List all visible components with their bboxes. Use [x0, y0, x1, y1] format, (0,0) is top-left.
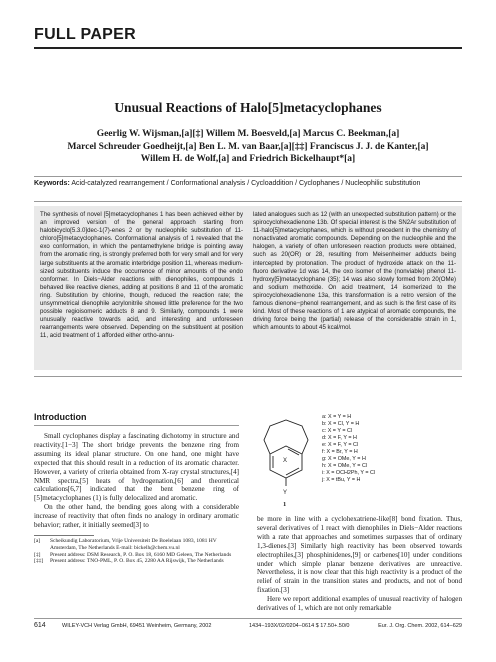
legend-item: a: X = Y = H: [322, 414, 352, 420]
paragraph: Here we report additional examples of unusual reactivity of halogen derivatives of 1, which are not only remarkable: [257, 595, 462, 613]
footnote: [34, 558, 239, 565]
footnote: [34, 538, 239, 552]
footnote-text: Present address: DSM Research, P. O. Box 18, 6160 MD Geleen, The Netherlands: [50, 551, 232, 558]
legend-item: g: X = OMe, Y = H: [322, 455, 366, 462]
journal-citation: Eur. J. Org. Chem. 2002, 614−629: [378, 623, 462, 629]
author-line: Marcel Schreuder Goedheijt,[a] Ben L. M. van Baar,[a][‡‡] Franciscus J. J. de Kanter,[a]: [67, 141, 429, 152]
keywords-box: [34, 176, 462, 202]
substituent-legend: [322, 414, 375, 484]
author-list: [60, 128, 436, 166]
legend-item: f: X = Br, Y = H: [322, 448, 358, 455]
double-bond: [286, 468, 299, 475]
article-title: Unusual Reactions of Halo[5]metacyclophanes: [114, 100, 382, 115]
issn-line: 1434−193X/02/0204−0614 $ 17.50+.50/0: [249, 623, 350, 629]
legend-item: c: X = Y = Cl: [322, 427, 353, 434]
legend-item: h: X = OMe, Y = Cl: [322, 462, 368, 469]
legend-item: e: X = F, Y = Cl: [322, 441, 359, 448]
keywords-label: Keywords:: [34, 180, 70, 187]
pentamethylene-bridge: [264, 420, 308, 454]
footnotes: [34, 538, 239, 565]
page-number: 614: [34, 622, 46, 629]
footnote: [34, 552, 239, 559]
author-line: Willem H. de Wolf,[a] and Friedrich Bickelhaupt*[a]: [140, 154, 356, 164]
footnote-key: [a]: [34, 538, 41, 544]
paragraph: On the other hand, the bending goes along with a considerable increase of reactivity that often finds no analogy in ordinary aromatic behavior; rather, it initially seemed[3] to: [34, 503, 239, 530]
footnote-rule: [34, 535, 94, 536]
keywords-text: Acid-catalyzed rearrangement / Conformational analysis / Cycloaddition / Cyclophanes / Nucleophilic substitution: [71, 180, 421, 187]
footnote-text: Scheikundig Laboratorium, Vrije Universiteit De Boelelaan 1083, 1081 HV Amsterdam, The Netherlands E-mail: bickelh@chem.vu.nl: [50, 538, 217, 551]
paragraph: be more in line with a cyclohexatriene-like[8] bond fixation. Thus, several derivatives of 1 react with dienophiles in Diels−Alder reactions with a rate that approaches and sometimes surpasses that of ordinary 1,3-dienes.[3] Similarly high reactivity has been observed towards electrophiles,[3] phosphinidenes,[9] or carbenes[10] under conditions under which simple planar benzene derivatives are unreactive. Nevertheless, it is now clear that this high reactivity is a product of the relief of strain in the transition states and products, and not of bond fixation.[3]: [257, 515, 462, 595]
atom-label-x: X: [283, 458, 288, 464]
legend-item: d: X = F, Y = H: [322, 434, 357, 441]
author-line: Geerlig W. Wijsman,[a][‡] Willem M. Boesveld,[a] Marcus C. Beekman,[a]: [96, 129, 400, 139]
footnote-key: [‡‡]: [34, 558, 44, 565]
structure-figure: [250, 406, 462, 510]
header-rule: [34, 47, 462, 49]
legend-item: j: X = tBu, Y = H: [322, 476, 361, 483]
metacyclophane-structure-icon: [250, 406, 320, 510]
right-column-body: [257, 515, 462, 613]
abstract-rule: [34, 376, 462, 377]
paragraph: Small cyclophanes display a fascinating dichotomy in structure and reactivity.[1−3] The short bridge prevents the benzene ring from assuming its ideal planar structure. On one hand, one might have expected that this should result in a reduction of its aromatic character. However, a variety of criteria obtained from X-ray crystal structures,[4] NMR spectra,[5] heats of hydrogenation,[6] and theoretical calculations[6,7] indicated that the bent benzene ring of [5]metacyclophanes (1) is fully delocalized and aromatic.: [34, 432, 239, 503]
section-heading: Introduction: [34, 412, 87, 422]
compound-number: 1: [283, 501, 287, 508]
atom-label-y: Y: [283, 490, 288, 496]
footer-rule: [34, 618, 462, 619]
abstract-box: [34, 206, 462, 370]
footnote-key: [‡]: [34, 551, 41, 558]
legend-item: b: X = Cl, Y = H: [322, 420, 360, 427]
introduction-body: [34, 432, 239, 530]
legend-item: i: X = OCH2Ph, Y = Cl: [322, 469, 376, 476]
section-label: FULL PAPER: [34, 26, 136, 43]
abstract-left-column: The synthesis of novel [5]metacyclophanes 1 has been achieved either by an improved version of the general approach starting from halobicyclo[5.3.0]dec-1(7)-enes 2 or by nucleophilic substitution of 11-chloro[5]metacyclophanes. Conformational analysis of 1 revealed that the exo conformation, in which the pentamethylene bridge is pointing away from the aromatic ring, is strongly preferred both for very small and for very large substituents at the aromatic interbridge position 11, whereas medium-sized substituents induce the occurrence of minor amounts of the endo conformer. In Diels−Alder reactions with dienophiles, compounds 1 behaved like reactive dienes, adding at positions 8 and 11 of the aromatic ring. Substitution by chlorine, though, reduced the reaction rate; the unsymmetrical dienophile acrylonitrile showed little preference for the two possible regioisomeric adducts 8 and 9. Similarly, compounds 1 were unusually reactive towards acid, and interesting and unforeseen rearrangements were observed. Depending on the substituent at position 11, acid treatment of 1 afforded either ortho-annu-: [40, 211, 243, 340]
footnote-text: Present address: TNO-PML, P. O. Box 45, 2280 AA Rijswijk, The Netherlands: [50, 558, 224, 565]
publisher-line: WILEY-VCH Verlag GmbH, 69451 Weinheim, Germany, 2002: [62, 623, 212, 629]
heading-rule: [34, 425, 239, 426]
abstract-right-column: lated analogues such as 12 (with an unexpected substitution pattern) or the spirocyclohexadienone 13b. Of special interest is the SN2Ar substitution of 11-halo[5]metacyclophanes, which is without precedent in the chemistry of nonactivated aromatic compounds. Depending on the nucleophile and the halogen, a variety of often unforeseen reaction products were obtained, such as 20(OR) or 28, resulting from Meisenheimer adducts being intercepted by protonation. The product of hydroxide attack on the 11-fluoro derivative 1d was 14, the oxo isomer of the (nonviable) phenol 11-hydroxy[5]metacyclophane (35); 14 was also slowly formed from 20(OMe) and sodium methoxide. On acid treatment, 14 isomerized to the spirocyclohexadienone 13a, this transformation is a retro version of the famous dienone−phenol rearrangement, and as such is the first case of its kind. Most of these reactions of 1 are atypical of aromatic compounds, the driving force being the (partial) release of the considerable strain in 1, which amounts to about 45 kcal/mol.: [253, 211, 456, 332]
